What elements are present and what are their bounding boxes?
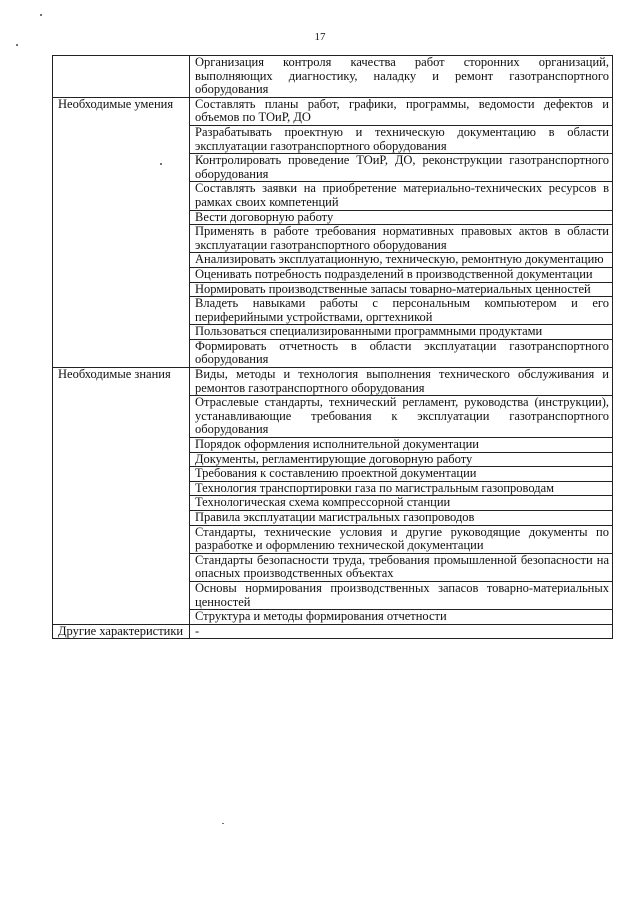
knowledge-label-cell: Необходимые знания (53, 368, 190, 625)
table-row-continued (53, 56, 613, 98)
knowledge-item-cell: Отраслевые стандарты, технический регламент, руководства (инструкции), устанавливающие требования к эксплуатации газотранспортного оборудования (190, 396, 613, 438)
empty-label-cell (53, 56, 190, 98)
knowledge-item-cell: Требования к составлению проектной документации (190, 467, 613, 482)
skill-item-cell: Нормировать производственные запасы товарно-материальных ценностей (190, 282, 613, 297)
skill-item-cell: Формировать отчетность в области эксплуатации газотранспортного оборудования (190, 339, 613, 367)
skill-item-cell: Вести договорную работу (190, 210, 613, 225)
knowledge-item-cell: Виды, методы и технология выполнения технического обслуживания и ремонтов газотранспортного оборудования (190, 368, 613, 396)
skill-item-cell: Владеть навыками работы с персональным компьютером и его периферийными устройствами, оргтехникой (190, 297, 613, 325)
other-value-cell: - (190, 624, 613, 639)
knowledge-item-cell: Структура и методы формирования отчетности (190, 610, 613, 625)
continued-item-cell: Организация контроля качества работ сторонних организаций, выполняющих диагностику, наладку и ремонт газотранспортного оборудования (190, 56, 613, 98)
skill-item-cell: Составлять заявки на приобретение материально-технических ресурсов в рамках своих компетенций (190, 182, 613, 210)
skill-item-cell: Составлять планы работ, графики, программы, ведомости дефектов и объемов по ТОиР, ДО (190, 97, 613, 125)
skill-item-cell: Пользоваться специализированными программными продуктами (190, 325, 613, 340)
skill-item-cell: Контролировать проведение ТОиР, ДО, реконструкции газотранспортного оборудования (190, 154, 613, 182)
table-row-skill (53, 97, 613, 125)
knowledge-item-cell: Технология транспортировки газа по магистральным газопроводам (190, 481, 613, 496)
knowledge-item-cell: Стандарты, технические условия и другие руководящие документы по разработке и оформлению технической документации (190, 525, 613, 553)
scan-speck (222, 823, 224, 824)
requirements-table (52, 55, 613, 639)
other-label-cell: Другие характеристики (53, 624, 190, 639)
requirements-table-body (53, 56, 613, 639)
scan-speck (40, 14, 42, 16)
knowledge-item-cell: Документы, регламентирующие договорную работу (190, 452, 613, 467)
skill-item-cell: Разрабатывать проектную и техническую документацию в области эксплуатации газотранспортного оборудования (190, 125, 613, 153)
page-number: 17 (314, 31, 326, 43)
table-row-knowledge (53, 368, 613, 396)
skill-item-cell: Анализировать эксплуатационную, техническую, ремонтную документацию (190, 253, 613, 268)
table-row-other (53, 624, 613, 639)
knowledge-item-cell: Технологическая схема компрессорной станции (190, 496, 613, 511)
skills-label-cell: Необходимые умения (53, 97, 190, 367)
skill-item-cell: Применять в работе требования нормативных правовых актов в области эксплуатации газотранспортного оборудования (190, 225, 613, 253)
knowledge-item-cell: Правила эксплуатации магистральных газопроводов (190, 511, 613, 526)
knowledge-item-cell: Порядок оформления исполнительной документации (190, 438, 613, 453)
scan-speck (16, 44, 18, 46)
knowledge-item-cell: Стандарты безопасности труда, требования промышленной безопасности на опасных производственных объектах (190, 553, 613, 581)
knowledge-item-cell: Основы нормирования производственных запасов товарно-материальных ценностей (190, 581, 613, 609)
skill-item-cell: Оценивать потребность подразделений в производственной документации (190, 267, 613, 282)
